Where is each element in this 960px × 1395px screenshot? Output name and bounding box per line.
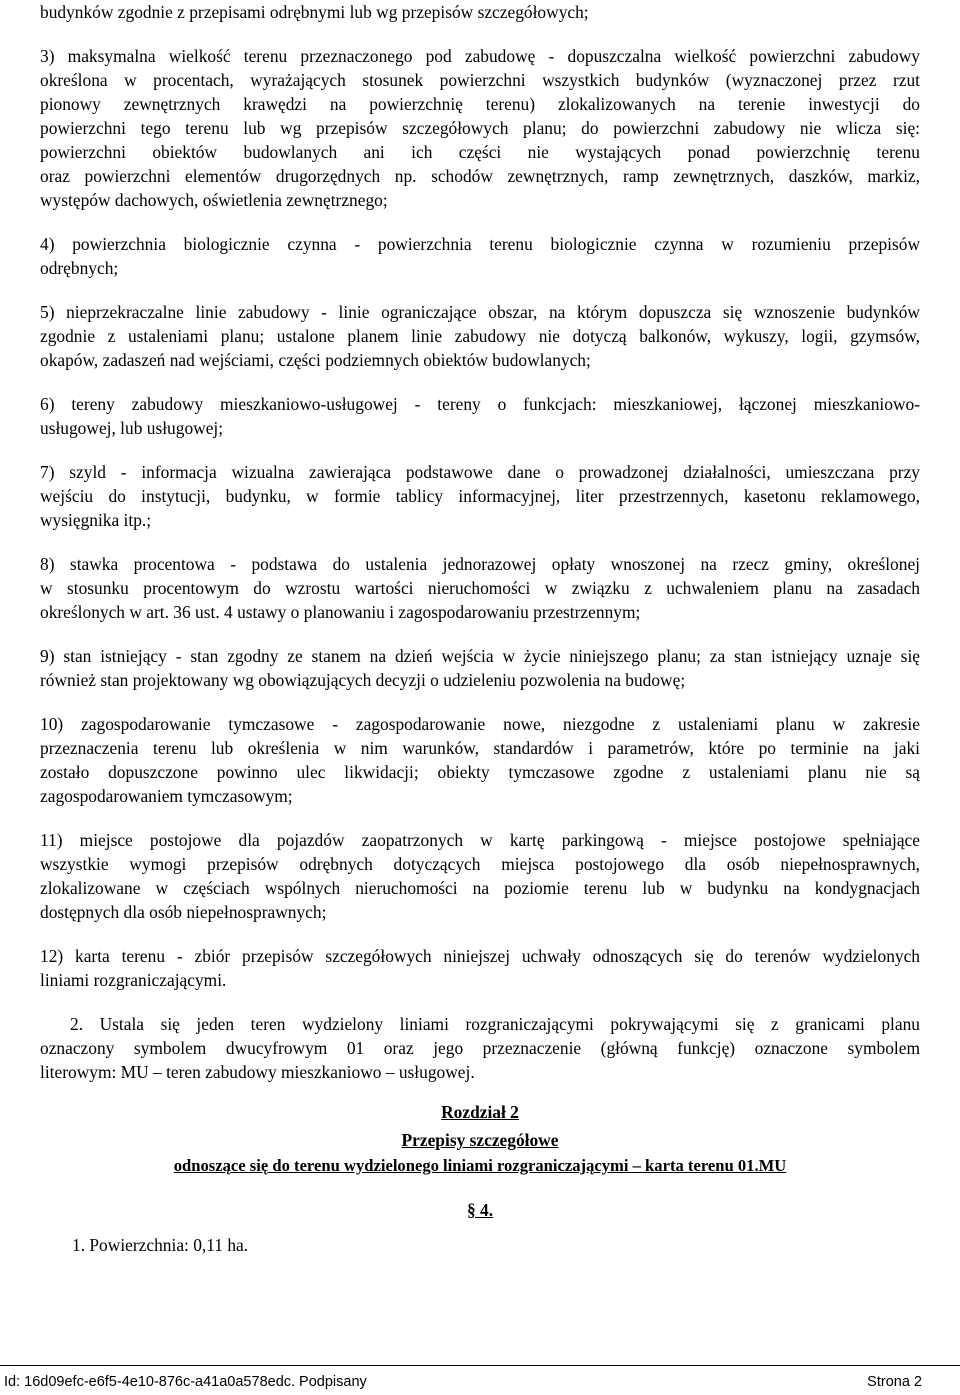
text-line: pionowy zewnętrznych krawędzi na powierzchnię terenu) zlokalizowanych na terenie inwestycji do xyxy=(40,94,920,114)
chapter-subtitle: odnoszące się do terenu wydzielonego liniami rozgraniczającymi – karta terenu 01.MU xyxy=(173,1156,787,1175)
text-line: 4) powierzchnia biologicznie czynna - powierzchnia terenu biologicznie czynna w rozumieniu przepisów xyxy=(40,234,920,254)
text-line: zgodnie z ustaleniami planu; ustalone planem linie zabudowy nie dotyczą balkonów, wykuszy, logii, gzymsów, xyxy=(40,326,920,346)
footer-document-id: Id: 16d09efc-e6f5-4e10-876c-a41a0a578edc. Podpisany xyxy=(4,1374,367,1390)
text-line: 11) miejsce postojowe dla pojazdów zaopatrzonych w kartę parkingową - miejsce postojowe spełniające xyxy=(40,830,920,850)
text-line: 8) stawka procentowa - podstawa do ustalenia jednorazowej opłaty wnoszonej na rzecz gminy, określonej xyxy=(40,554,920,574)
chapter-title: Przepisy szczegółowe xyxy=(401,1130,559,1150)
text-line: wszystkie wymogi przepisów odrębnych dotyczących miejsca postojowego dla osób niepełnosprawnych, xyxy=(40,854,920,874)
text-line: literowym: MU – teren zabudowy mieszkaniowo – usługowej. xyxy=(40,1062,475,1082)
text-line: usługowej, lub usługowej; xyxy=(40,418,224,438)
text-line: określona w procentach, wyrażających stosunek powierzchni wszystkich budynków (wyznaczonej przez rzut xyxy=(40,70,920,90)
footer-page-number: Strona 2 xyxy=(867,1374,922,1390)
text-line: okapów, zadaszeń nad wejściami, części podziemnych obiektów budowlanych; xyxy=(40,350,591,370)
text-line: oraz powierzchni elementów drugorzędnych np. schodów zewnętrznych, ramp zewnętrznych, daszków, markiz, xyxy=(40,166,920,186)
text-line: zagospodarowaniem tymczasowym; xyxy=(40,786,293,806)
text-line: 9) stan istniejący - stan zgodny ze stanem na dzień wejścia w życie niniejszego planu; za stan istniejący uznaje się xyxy=(40,646,920,666)
text-line: 12) karta terenu - zbiór przepisów szczegółowych niniejszej uchwały odnoszących się do terenów wydzielonych xyxy=(40,946,920,966)
text-line: liniami rozgraniczającymi. xyxy=(40,970,227,990)
text-line: zostało dopuszczone powinno ulec likwidacji; obiekty tymczasowe zgodne z ustaleniami planu nie są xyxy=(40,762,920,782)
text-line: powierzchni obiektów budowlanych ani ich części nie wystających ponad powierzchnię terenu xyxy=(40,142,920,162)
text-line: zlokalizowane w częściach wspólnych nieruchomości na poziomie terenu lub w budynku na kondygnacjach xyxy=(40,878,920,898)
text-line: 5) nieprzekraczalne linie zabudowy - linie ograniczające obszar, na którym dopuszcza się wznoszenie budynków xyxy=(40,302,920,322)
text-line: wejściu do instytucji, budynku, w formie tablicy informacyjnej, liter przestrzennych, kasetonu reklamowego, xyxy=(40,486,920,506)
text-line: przeznaczenia terenu lub określenia w nim warunków, standardów i parametrów, które po terminie na jaki xyxy=(40,738,920,758)
text-line: 6) tereny zabudowy mieszkaniowo-usługowej - tereny o funkcjach: mieszkaniowej, łączonej mieszkaniowo- xyxy=(40,394,920,414)
text-line: odrębnych; xyxy=(40,258,119,278)
text-line: dostępnych dla osób niepełnosprawnych; xyxy=(40,902,327,922)
text-line: powierzchni tego terenu lub wg przepisów szczegółowych planu; do powierzchni zabudowy nie wlicza się: xyxy=(40,118,920,138)
text-line: budynków zgodnie z przepisami odrębnymi lub wg przepisów szczegółowych; xyxy=(40,2,589,22)
text-line: 3) maksymalna wielkość terenu przeznaczonego pod zabudowę - dopuszczalna wielkość powierzchni zabudowy xyxy=(40,46,920,66)
surface-paragraph: 1. Powierzchnia: 0,11 ha. xyxy=(72,1235,249,1255)
text-line: wysięgnika itp.; xyxy=(40,510,152,530)
text-line: w stosunku procentowym do wzrostu wartości nieruchomości w związku z uchwaleniem planu na zasadach xyxy=(40,578,920,598)
text-line: 7) szyld - informacja wizualna zawierająca podstawowe dane o prowadzonej działalności, umieszczana przy xyxy=(40,462,920,482)
text-line: 10) zagospodarowanie tymczasowe - zagospodarowanie nowe, niezgodne z ustaleniami planu w zakresie xyxy=(40,714,920,734)
text-line: występów dachowych, oświetlenia zewnętrznego; xyxy=(40,190,388,210)
text-line: oznaczony symbolem dwucyfrowym 01 oraz jego przeznaczenie (główną funkcję) oznaczone symbolem xyxy=(40,1038,920,1058)
text-line: określonych w art. 36 ust. 4 ustawy o planowaniu i zagospodarowaniu przestrzennym; xyxy=(40,602,641,622)
text-line: również stan projektowany wg obowiązujących decyzji o udzieleniu pozwolenia na budowę; xyxy=(40,670,686,690)
chapter-heading: Rozdział 2 xyxy=(441,1102,519,1122)
text-line: 2. Ustala się jeden teren wydzielony liniami rozgraniczającymi pokrywającymi się z granicami planu xyxy=(70,1014,920,1034)
section-mark: § 4. xyxy=(466,1200,494,1220)
footer-divider xyxy=(0,1365,960,1366)
